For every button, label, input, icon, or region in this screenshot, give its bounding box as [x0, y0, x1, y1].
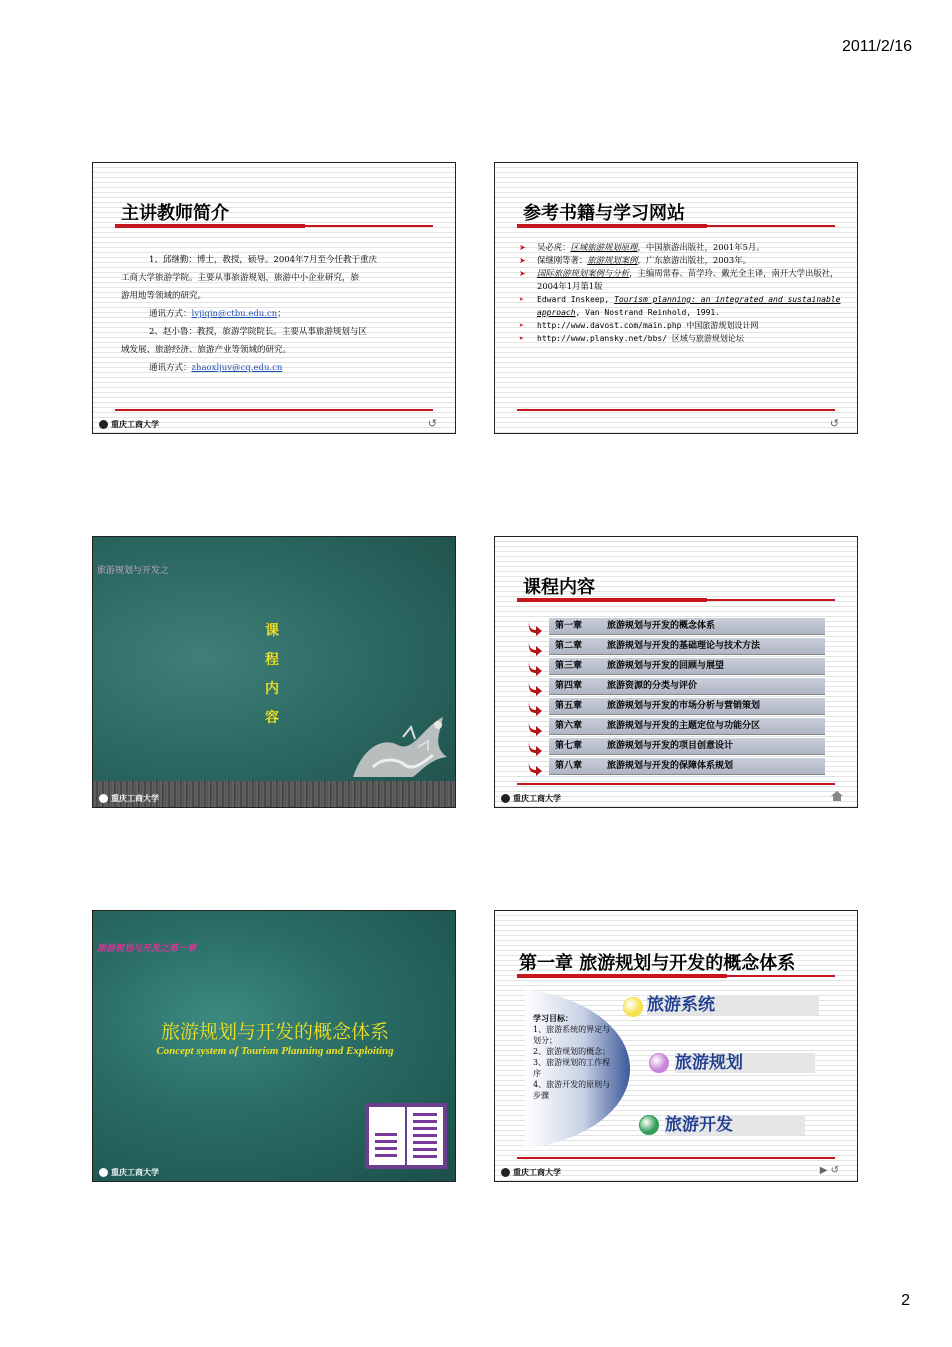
- teacher2-contact: 通讯方式：zhaoxljuv@cq.edu.cn: [149, 363, 283, 373]
- bottom-rule: [517, 409, 835, 411]
- slide-title: 课程内容: [523, 577, 595, 598]
- arrow-bullet-icon: ➤: [519, 334, 524, 343]
- bottom-rule: [517, 783, 835, 785]
- teacher2-line1: 2、赵小鲁：教授，旅游学院院长。主要从事旅游规划与区: [149, 327, 367, 337]
- chapter-item[interactable]: [527, 697, 827, 717]
- teacher1-email[interactable]: lvjiqin@ctbu.edu.cn: [191, 309, 278, 319]
- university-logo: 重庆工商大学: [99, 419, 159, 430]
- home-icon[interactable]: [831, 791, 843, 801]
- return-icon[interactable]: ↺: [829, 417, 839, 430]
- chapter-title-cn: 旅游规划与开发的概念体系: [160, 1021, 389, 1043]
- chapter-item[interactable]: [527, 737, 827, 757]
- teacher2-email[interactable]: zhaoxljuv@cq.edu.cn: [191, 363, 283, 373]
- university-logo: 重庆工商大学: [501, 1167, 561, 1178]
- chapter-item[interactable]: [527, 717, 827, 737]
- arrow-bullet-icon: ➤: [519, 269, 526, 278]
- arrow-bullet-icon: ➤: [519, 243, 526, 252]
- topic-tourism-system[interactable]: 旅游系统: [647, 995, 819, 1015]
- open-book-icon: [363, 1101, 449, 1171]
- goal-label: 学习目标：: [533, 1014, 573, 1023]
- chapter-item[interactable]: [527, 637, 827, 657]
- chapter-bar: 第四章 旅游资源的分类与评价: [549, 678, 825, 695]
- slide-title: 参考书籍与学习网站: [523, 203, 685, 224]
- reference-list: [519, 241, 849, 345]
- goal-item: 3、旅游规划的工作程序: [533, 1058, 611, 1078]
- yellow-ball-icon: [623, 997, 643, 1017]
- vertical-char: 程: [265, 652, 279, 668]
- slide-title: 主讲教师简介: [121, 203, 229, 224]
- page-number: 2: [901, 1292, 910, 1309]
- dragon-carving-image: [343, 707, 456, 787]
- reference-item: ➤ Edward Inskeep, Tourism planning: an integrated and sustainable approach, Van Nostrand Reinhold, 1991.: [519, 295, 841, 317]
- curved-arrow-icon: [527, 740, 543, 756]
- arrow-bullet-icon: ➤: [519, 321, 524, 330]
- chapter-item[interactable]: [527, 617, 827, 637]
- chapter-bar: 第八章 旅游规划与开发的保障体系规划: [549, 758, 825, 775]
- slide-references: [494, 162, 858, 434]
- chapter-item[interactable]: [527, 677, 827, 697]
- teacher1-contact: 通讯方式：lvjiqin@ctbu.edu.cn；: [149, 309, 286, 319]
- curved-arrow-icon: [527, 620, 543, 636]
- topic-tourism-development[interactable]: 旅游开发: [665, 1115, 805, 1135]
- teacher2-line2: 域发展、旅游经济、旅游产业等领域的研究。: [121, 345, 292, 355]
- next-and-return-icons[interactable]: ▶ ↺: [819, 1165, 839, 1176]
- green-ball-icon: [639, 1115, 659, 1135]
- return-icon[interactable]: ↺: [427, 417, 437, 430]
- slide-pretitle: 旅游规划与开发之第一章: [97, 944, 197, 954]
- slide-course-contents: [494, 536, 858, 808]
- bottom-rule: [517, 1157, 835, 1159]
- vertical-char: 课: [265, 623, 279, 639]
- reference-item: ➤ http://www.davost.com/main.php 中国旅游规划设计网: [519, 321, 759, 330]
- chapter-bar: 第二章 旅游规划与开发的基础理论与技术方法: [549, 638, 825, 655]
- goal-item: 1、旅游系统的界定与划分；: [533, 1025, 611, 1045]
- university-logo: 重庆工商大学: [99, 1167, 159, 1178]
- slide-title: 第一章 旅游规划与开发的概念体系: [519, 953, 796, 974]
- arrow-bullet-icon: ➤: [519, 295, 524, 304]
- reference-item: ➤ http://www.plansky.net/bbs/ 区域与旅游规划论坛: [519, 334, 744, 343]
- reference-item: ➤ 吴必虎：区域旅游规划原理，中国旅游出版社，2001年5月。: [519, 242, 765, 252]
- learning-goals: [533, 1013, 611, 1101]
- chapter-item[interactable]: [527, 657, 827, 677]
- title-underline: [517, 599, 835, 601]
- bottom-rule: [115, 409, 433, 411]
- vertical-char: 内: [265, 681, 279, 697]
- arrow-bullet-icon: ➤: [519, 256, 526, 265]
- curved-arrow-icon: [527, 680, 543, 696]
- slide-pretitle: 旅游规划与开发之: [97, 566, 170, 576]
- vertical-title: [261, 617, 283, 733]
- curved-arrow-icon: [527, 660, 543, 676]
- chapter-bar: 第七章 旅游规划与开发的项目创意设计: [549, 738, 825, 755]
- curved-arrow-icon: [527, 720, 543, 736]
- curved-arrow-icon: [527, 700, 543, 716]
- university-logo: 重庆工商大学: [501, 793, 561, 804]
- topic-tourism-planning[interactable]: 旅游规划: [675, 1053, 815, 1073]
- curved-arrow-icon: [527, 760, 543, 776]
- chapter-item[interactable]: [527, 757, 827, 777]
- goal-item: 2、旅游规划的概念；: [533, 1047, 611, 1056]
- page-date: 2011/2/16: [842, 38, 912, 55]
- reference-item: ➤ 国际旅游规划案例与分析，主编周常春、苗学玲、戴光全主译，南开大学出版社，2004年1月第1版: [519, 268, 839, 291]
- chapter-bar: 第五章 旅游规划与开发的市场分析与营销策划: [549, 698, 825, 715]
- curved-arrow-icon: [527, 640, 543, 656]
- title-underline: [115, 225, 433, 227]
- university-logo: 重庆工商大学: [99, 793, 159, 804]
- title-underline: [517, 225, 835, 227]
- teacher1-line1: 1、邱继勤：博士，教授，硕导。2004年7月至今任教于重庆: [149, 255, 377, 265]
- purple-ball-icon: [649, 1053, 669, 1073]
- slide-course-content-cover: [92, 536, 456, 808]
- chapter-list: [527, 617, 827, 777]
- reference-item: ➤ 保继刚等著：旅游规划案例，广东旅游出版社，2003年。: [519, 255, 751, 265]
- chapter-bar: 第三章 旅游规划与开发的回顾与展望: [549, 658, 825, 675]
- slide-teacher-intro: [92, 162, 456, 434]
- chapter-bar: 第一章 旅游规划与开发的概念体系: [549, 618, 825, 635]
- teacher1-line3: 游用地等领域的研究。: [121, 291, 207, 301]
- goal-item: 4、旅游开发的原则与步骤: [533, 1080, 611, 1100]
- vertical-char: 容: [265, 710, 279, 726]
- slide-chapter1-overview: [494, 910, 858, 1182]
- slide-chapter1-cover: [92, 910, 456, 1182]
- chapter-bar: 第六章 旅游规划与开发的主题定位与功能分区: [549, 718, 825, 735]
- teacher1-line2: 工商大学旅游学院。主要从事旅游规划，旅游中小企业研究，旅: [121, 273, 360, 283]
- title-underline: [517, 975, 835, 977]
- chapter-title-en: Concept system of Tourism Planning and Exploiting: [156, 1045, 394, 1057]
